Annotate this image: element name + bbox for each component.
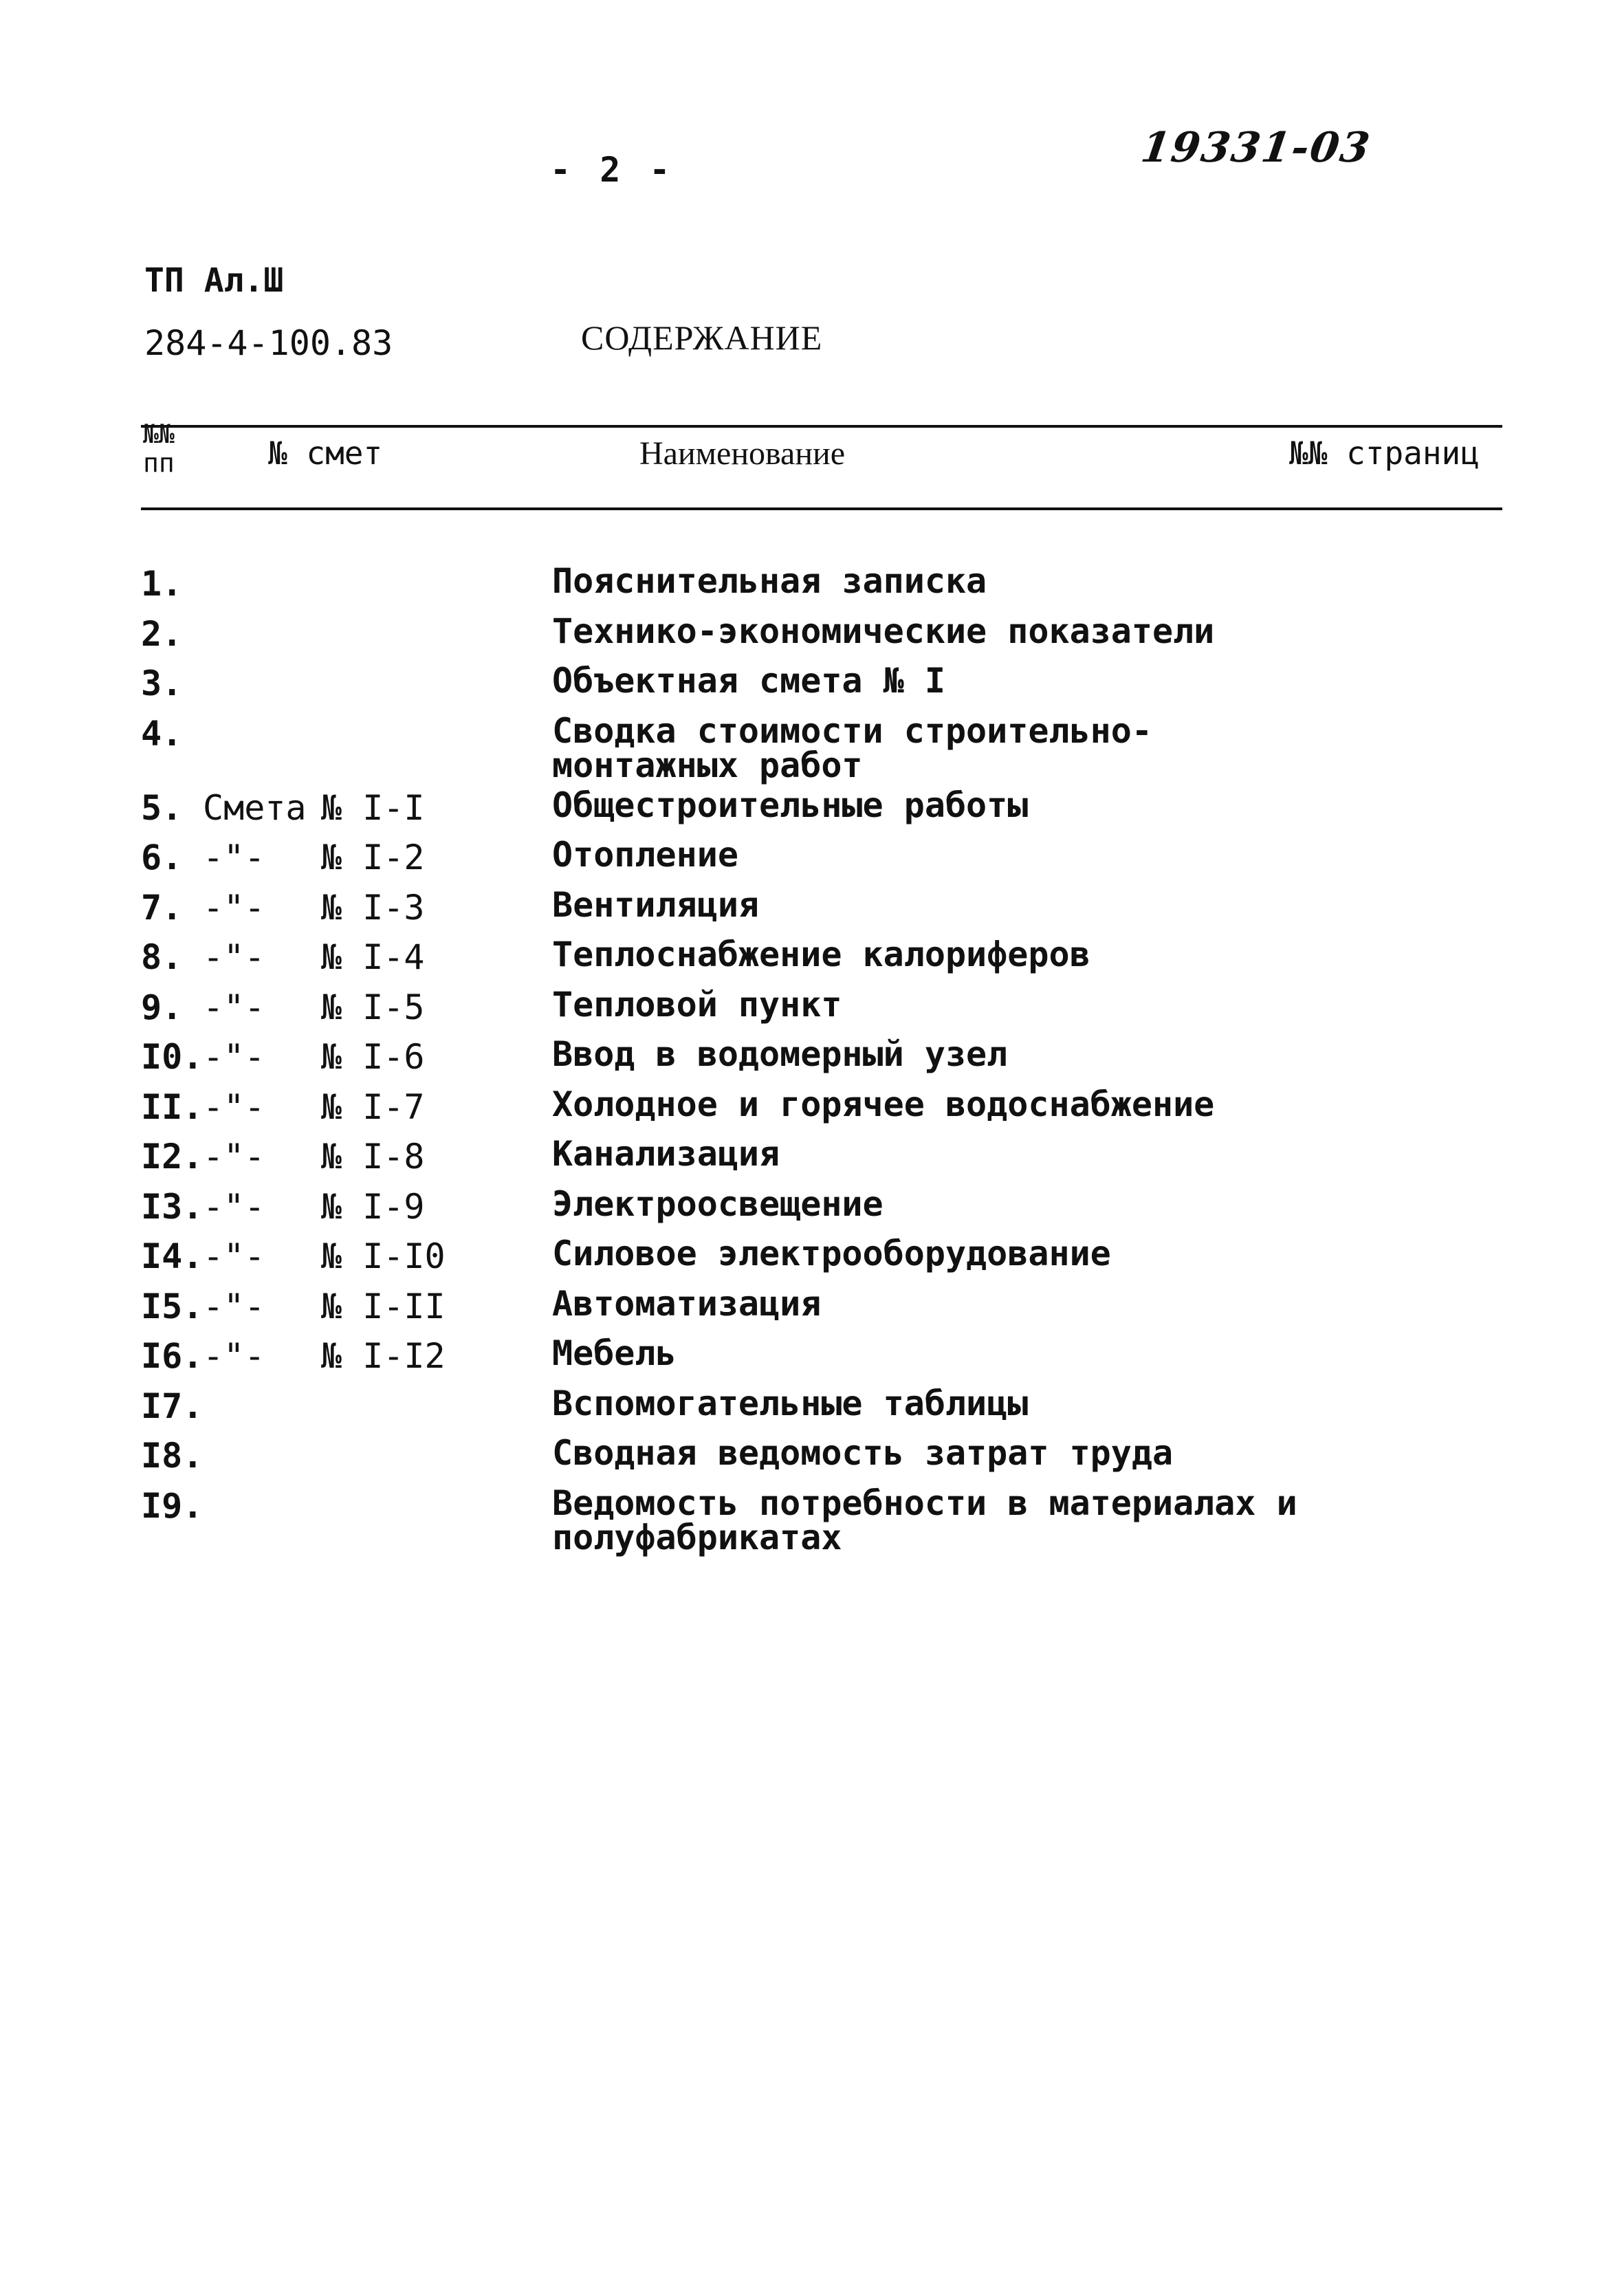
row-number: I6. bbox=[141, 1336, 204, 1376]
table-row bbox=[141, 835, 1502, 888]
row-number: I3. bbox=[141, 1186, 204, 1227]
row-name: Мебель bbox=[552, 1333, 677, 1373]
table-row bbox=[141, 1034, 1502, 1087]
contents-table-body bbox=[141, 561, 1502, 1560]
row-name: Электроосвещение bbox=[552, 1183, 884, 1224]
row-estimate-number: № I-2 bbox=[321, 838, 425, 877]
row-estimate-label: -"- bbox=[203, 1286, 265, 1326]
row-name: Канализация bbox=[552, 1134, 780, 1174]
table-row bbox=[141, 1433, 1502, 1486]
row-estimate-number: № I-7 bbox=[321, 1086, 425, 1127]
row-estimate-label: -"- bbox=[203, 1186, 265, 1227]
row-name: Вентиляция bbox=[552, 884, 760, 925]
row-number: 7. bbox=[141, 887, 183, 928]
row-number: II. bbox=[141, 1086, 204, 1127]
handwritten-document-number: 19331-03 bbox=[1138, 124, 1374, 172]
page-title: СОДЕРЖАНИЕ bbox=[581, 318, 823, 357]
table-row bbox=[141, 561, 1502, 614]
row-name: Автоматизация bbox=[552, 1283, 822, 1324]
column-header-name: Наименование bbox=[639, 435, 846, 472]
row-number: I7. bbox=[141, 1386, 204, 1426]
table-row bbox=[141, 1383, 1502, 1436]
table-header-top-rule bbox=[141, 425, 1502, 428]
row-name: Сводка стоимости строительно- монтажных работ bbox=[552, 710, 1152, 785]
row-number: 8. bbox=[141, 937, 183, 977]
row-estimate-number: № I-9 bbox=[321, 1186, 425, 1227]
table-row bbox=[141, 984, 1502, 1038]
row-estimate-label: -"- bbox=[203, 1236, 265, 1276]
table-row bbox=[141, 934, 1502, 987]
page-number: - 2 - bbox=[550, 150, 674, 190]
row-number: I8. bbox=[141, 1436, 204, 1476]
row-number: I0. bbox=[141, 1037, 204, 1077]
row-name: Сводная ведомость затрат труда bbox=[552, 1433, 1174, 1473]
row-estimate-label: Смета bbox=[203, 787, 307, 828]
row-estimate-label: -"- bbox=[203, 1336, 265, 1376]
row-number: 6. bbox=[141, 838, 183, 877]
row-estimate-label: -"- bbox=[203, 987, 265, 1027]
series-label: ТП Ал.Ш bbox=[144, 261, 284, 300]
row-name: Объектная смета № I bbox=[552, 661, 945, 701]
row-estimate-label: -"- bbox=[203, 887, 265, 928]
table-row bbox=[141, 611, 1502, 664]
column-header-number: №№ пп bbox=[143, 419, 175, 478]
row-estimate-label: -"- bbox=[203, 1137, 265, 1177]
table-row bbox=[141, 1283, 1502, 1337]
column-header-pages: №№ страниц bbox=[1289, 435, 1480, 472]
row-number: 3. bbox=[141, 664, 183, 703]
row-name: Тепловой пункт bbox=[552, 984, 842, 1025]
project-code: 284-4-100.83 bbox=[144, 323, 393, 363]
row-name: Силовое электрооборудование bbox=[552, 1234, 1111, 1273]
row-estimate-number: № I-8 bbox=[321, 1137, 425, 1177]
column-header-estimate: № смет bbox=[268, 435, 383, 472]
row-estimate-label: -"- bbox=[203, 838, 265, 877]
table-row bbox=[141, 1483, 1502, 1560]
table-row bbox=[141, 785, 1502, 838]
row-number: I4. bbox=[141, 1236, 204, 1276]
row-name: Ввод в водомерный узел bbox=[552, 1034, 1008, 1074]
row-estimate-number: № I-I0 bbox=[321, 1236, 446, 1276]
table-header-bottom-rule bbox=[141, 507, 1502, 510]
row-estimate-number: № I-I2 bbox=[321, 1336, 446, 1376]
row-name: Общестроительные работы bbox=[552, 785, 1029, 825]
row-number: 1. bbox=[141, 564, 183, 604]
row-number: I9. bbox=[141, 1485, 204, 1526]
table-row bbox=[141, 1084, 1502, 1137]
row-estimate-number: № I-3 bbox=[321, 887, 425, 928]
table-row bbox=[141, 884, 1502, 938]
row-estimate-number: № I-II bbox=[321, 1286, 446, 1326]
row-estimate-number: № I-5 bbox=[321, 987, 425, 1027]
row-estimate-number: № I-6 bbox=[321, 1037, 425, 1077]
row-number: 4. bbox=[141, 713, 183, 754]
table-row bbox=[141, 661, 1502, 714]
row-name: Теплоснабжение калориферов bbox=[552, 934, 1090, 974]
table-row bbox=[141, 1333, 1502, 1386]
row-name: Пояснительная записка bbox=[552, 561, 987, 601]
table-row bbox=[141, 1183, 1502, 1237]
row-estimate-label: -"- bbox=[203, 1037, 265, 1077]
row-number: 9. bbox=[141, 987, 183, 1027]
row-name: Холодное и горячее водоснабжение bbox=[552, 1084, 1215, 1124]
table-row bbox=[141, 710, 1502, 788]
row-name: Технико-экономические показатели bbox=[552, 611, 1215, 651]
row-number: 5. bbox=[141, 787, 183, 828]
row-estimate-number: № I-4 bbox=[321, 937, 425, 977]
row-number: 2. bbox=[141, 613, 183, 654]
row-name: Ведомость потребности в материалах и полуфабрикатах bbox=[552, 1483, 1297, 1557]
table-row bbox=[141, 1134, 1502, 1187]
table-row bbox=[141, 1236, 1502, 1287]
row-estimate-number: № I-I bbox=[321, 787, 425, 828]
row-number: I2. bbox=[141, 1137, 204, 1177]
row-estimate-label: -"- bbox=[203, 1086, 265, 1127]
row-name: Вспомогательные таблицы bbox=[552, 1383, 1029, 1423]
row-name: Отопление bbox=[552, 835, 738, 875]
row-number: I5. bbox=[141, 1286, 204, 1326]
row-estimate-label: -"- bbox=[203, 937, 265, 977]
